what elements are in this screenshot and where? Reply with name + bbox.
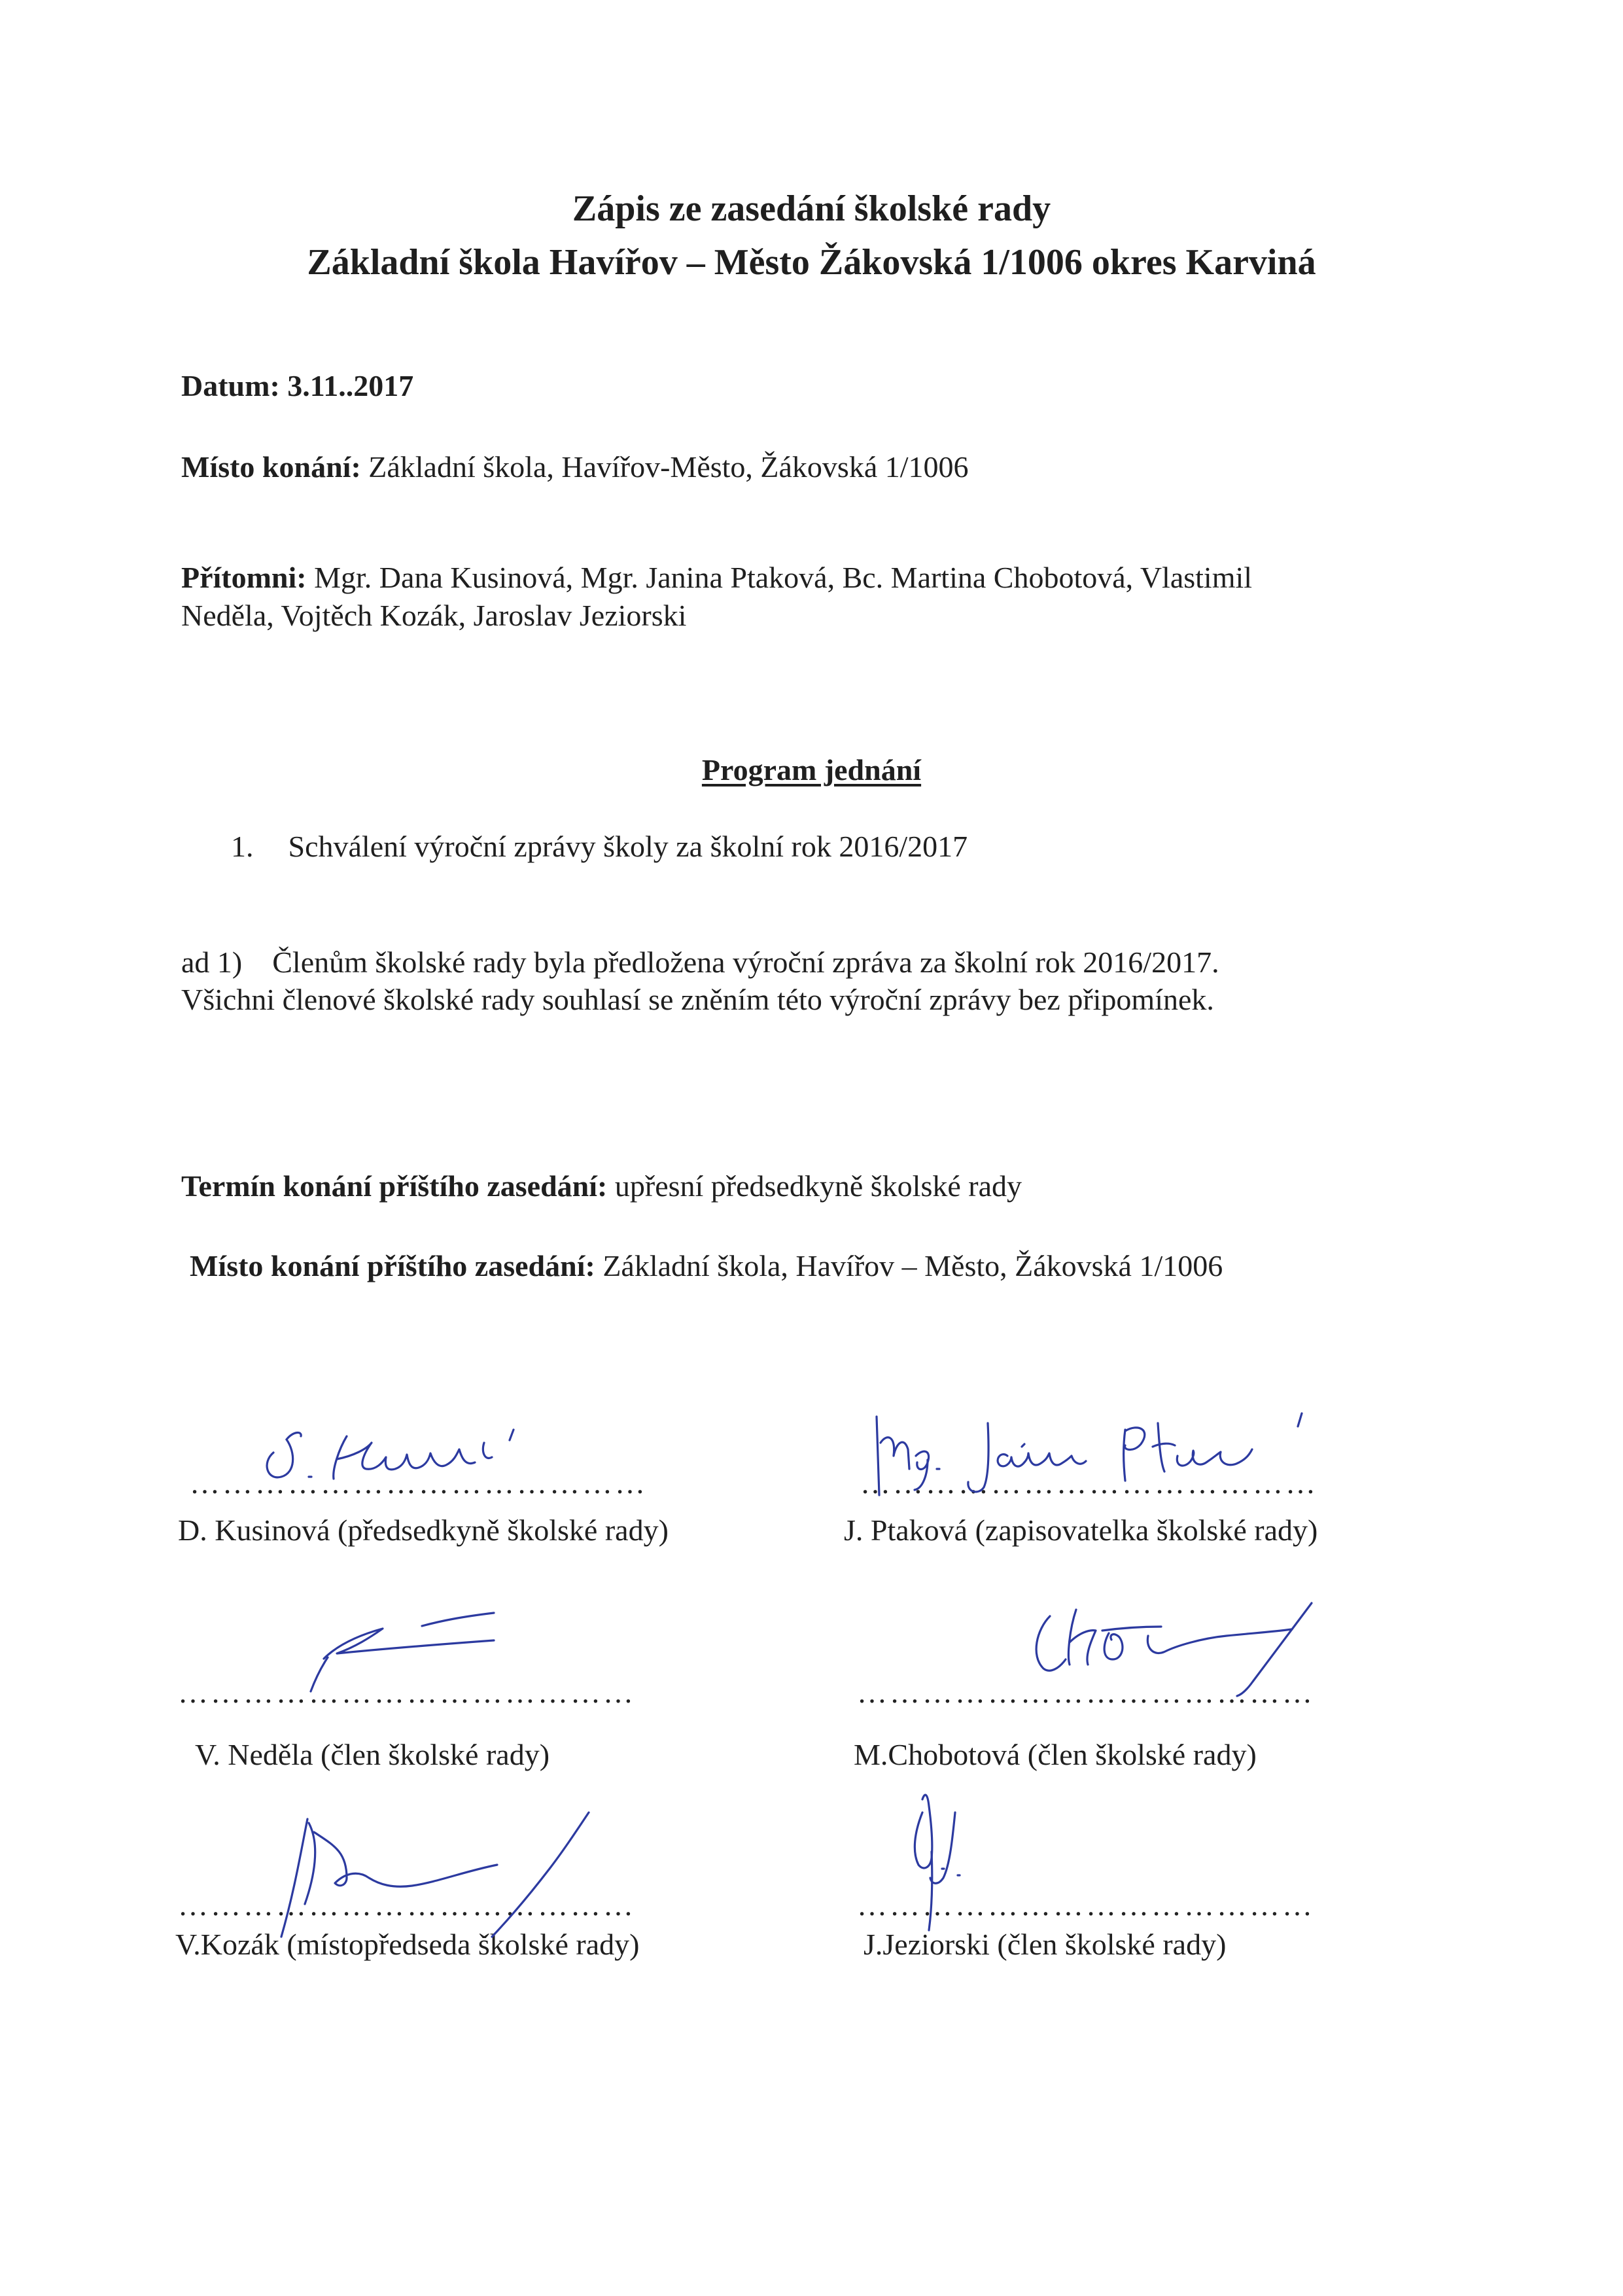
signature-line-ptakova: …………………………………… [860, 1466, 1318, 1500]
signature-ink-nedela [298, 1600, 514, 1698]
meeting-date [181, 368, 413, 404]
document-title: Zápis ze zasedání školské rady [572, 188, 1051, 229]
next-meeting-place-value: Základní škola, Havířov – Město, Žákovská 1/1006 [595, 1249, 1223, 1282]
signature-line-nedela: …………………………………… [178, 1676, 636, 1709]
next-meeting-term-label: Termín konání příštího zasedání: [181, 1169, 608, 1203]
next-meeting-term-value: upřesní předsedkyně školské rady [607, 1169, 1022, 1203]
signature-label-nedela: V. Neděla (člen školské rady) [195, 1738, 550, 1771]
attendees-line-2: Neděla, Vojtěch Kozák, Jaroslav Jeziorski [181, 599, 687, 632]
resolution-line-2: Všichni členové školské rady souhlasí se zněním této výroční zprávy bez připomínek. [181, 983, 1214, 1016]
signature-line-jeziorski: …………………………………… [857, 1888, 1315, 1922]
attendees-label: Přítomni: [181, 561, 307, 594]
meeting-place-value: Základní škola, Havířov-Město, Žákovská 1/1006 [360, 450, 969, 484]
signature-ink-ptakova [850, 1404, 1348, 1502]
signature-ink-jeziorski [903, 1786, 1034, 1943]
program-heading: Program jednání [701, 753, 922, 786]
signature-label-jeziorski: J.Jeziorski (člen školské rady) [864, 1928, 1227, 1961]
attendees-line-1: Mgr. Dana Kusinová, Mgr. Janina Ptaková, Bc. Martina Chobotová, Vlastimil [306, 561, 1253, 594]
meeting-place [181, 449, 969, 486]
program-item [231, 828, 968, 865]
meeting-place-label: Místo konání: [181, 450, 361, 484]
resolution-line-1: ad 1) Členům školské rady byla předložena výroční zpráva za školní rok 2016/2017. [181, 945, 1219, 979]
meeting-date-text: Datum: 3.11..2017 [181, 369, 414, 402]
signature-label-kusinova: D. Kusinová (předsedkyně školské rady) [178, 1513, 669, 1547]
signature-ink-chobotova [1004, 1597, 1331, 1701]
signature-line-kusinova: …………………………………… [190, 1466, 648, 1500]
signature-ink-kusinova [255, 1417, 595, 1489]
school-name: Základní škola Havířov – Město Žákovská 1/1006 okres Karviná [307, 242, 1316, 283]
signature-label-kozak: V.Kozák (místopředseda školské rady) [175, 1928, 640, 1961]
signature-label-ptakova: J. Ptaková (zapisovatelka školské rady) [844, 1513, 1318, 1547]
program-item-number: 1. [231, 830, 254, 863]
next-meeting-place-label: Místo konání příštího zasedání: [190, 1249, 595, 1282]
signature-ink-kozak [249, 1806, 589, 1950]
signature-label-chobotova: M.Chobotová (člen školské rady) [854, 1738, 1257, 1771]
attendees [181, 559, 1252, 596]
next-meeting-term [181, 1168, 1022, 1205]
signature-line-kozak: …………………………………… [178, 1888, 636, 1922]
program-item-text: Schválení výroční zprávy školy za školní rok 2016/2017 [288, 830, 968, 863]
next-meeting-place [190, 1248, 1223, 1284]
signature-line-chobotova: …………………………………… [857, 1676, 1315, 1709]
